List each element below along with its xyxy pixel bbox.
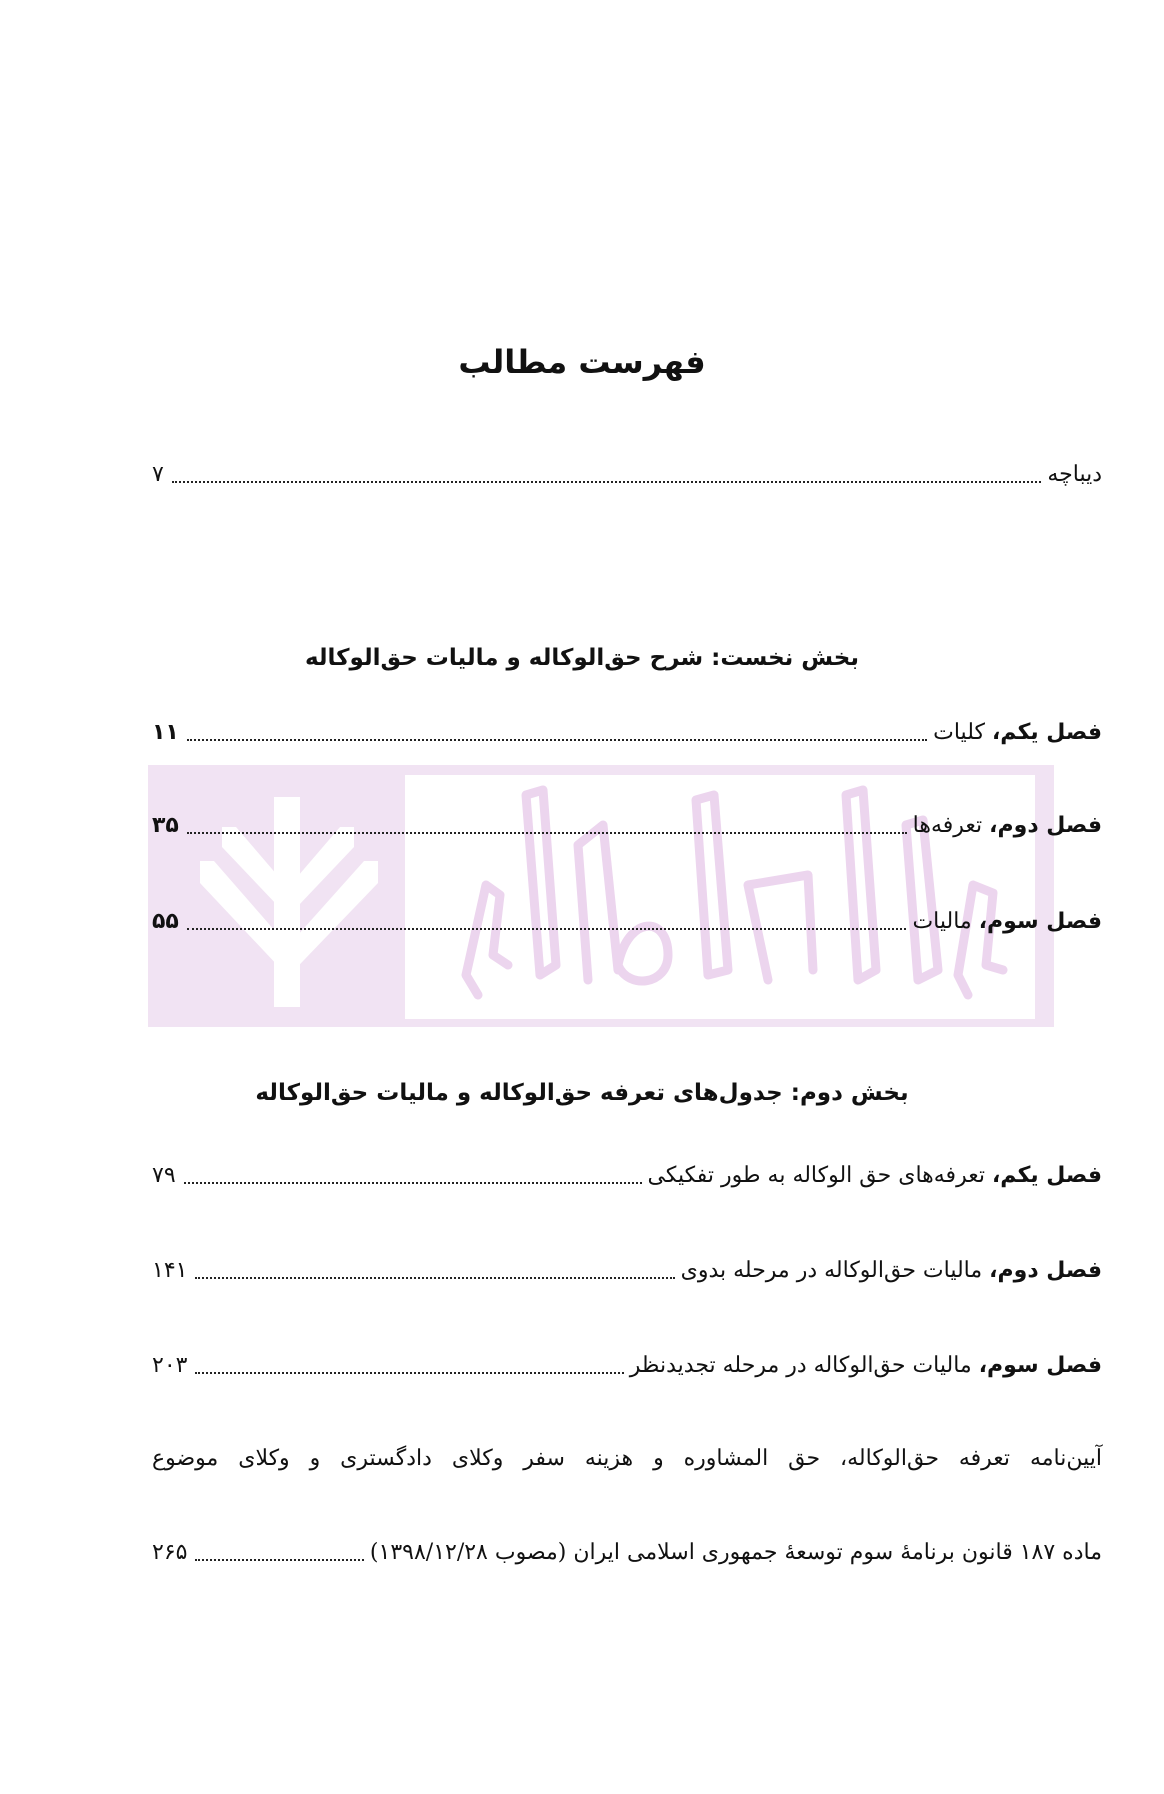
toc-page-number: ۷	[152, 462, 164, 487]
toc-entry-label	[907, 809, 1102, 843]
page-title: فهرست مطالب	[458, 343, 706, 381]
toc-entry-title: مالیات حق‌الوکاله در مرحله تجدیدنظر	[629, 1353, 972, 1378]
toc-page-number: ۱۱	[152, 720, 179, 745]
part-heading-1: بخش نخست: شرح حق‌الوکاله و مالیات حق‌الوکاله	[304, 645, 860, 671]
toc-entry-title: دیباچه	[1047, 462, 1102, 487]
chapter-number: فصل سوم،	[978, 909, 1102, 934]
toc-entry-part1-ch3[interactable]	[152, 899, 1102, 939]
chapter-number: فصل دوم،	[989, 1258, 1102, 1283]
toc-entry-label	[624, 1349, 1102, 1383]
chapter-number: فصل یکم،	[991, 1163, 1102, 1188]
leader-dots	[195, 1558, 363, 1561]
leader-dots	[195, 1371, 623, 1374]
leader-dots	[187, 738, 927, 741]
toc-page-number: ۱۴۱	[152, 1258, 188, 1283]
toc-entry-appendix-line1[interactable]: آیین‌نامه تعرفه حق‌الوکاله، حق المشاوره و هزینه سفر وکلای دادگستری و وکلای موضوع	[152, 1446, 1102, 1471]
toc-entry-label	[1041, 458, 1102, 492]
toc-entry-title: تعرفه‌ها	[912, 813, 983, 838]
toc-entry-title: مالیات حق‌الوکاله در مرحله بدوی	[680, 1258, 983, 1283]
toc-page-number: ۲۶۵	[152, 1540, 188, 1565]
toc-entry-label	[364, 1536, 1102, 1570]
toc-entry-title: تعرفه‌های حق الوکاله به طور تفکیکی	[647, 1163, 985, 1188]
toc-entry-title: ماده ۱۸۷ قانون برنامهٔ سوم توسعهٔ جمهوری اسلامی ایران (مصوب ۱۳۹۸/۱۲/۲۸)	[369, 1540, 1102, 1565]
toc-entry-title: مالیات	[912, 909, 972, 934]
toc-entry-part2-ch2[interactable]	[152, 1248, 1102, 1288]
leader-dots	[172, 480, 1042, 483]
toc-entry-part1-ch1[interactable]	[152, 710, 1102, 750]
chapter-number: فصل یکم،	[991, 720, 1102, 745]
toc-page-number: ۲۰۳	[152, 1353, 188, 1378]
toc-entry-label	[675, 1254, 1102, 1288]
leader-dots	[187, 831, 907, 834]
toc-entry-label	[906, 905, 1102, 939]
leader-dots	[187, 927, 907, 930]
leader-dots	[184, 1181, 642, 1184]
part-heading-2: بخش دوم: جدول‌های تعرفه حق‌الوکاله و مالیات حق‌الوکاله	[255, 1080, 909, 1106]
toc-entry-label	[642, 1159, 1102, 1193]
toc-entry-appendix-line2[interactable]	[152, 1530, 1102, 1570]
toc-page-number: ۷۹	[152, 1163, 176, 1188]
toc-entry-preface[interactable]	[152, 452, 1102, 492]
toc-entry-part1-ch2[interactable]	[152, 803, 1102, 843]
chapter-number: فصل دوم،	[989, 813, 1102, 838]
toc-entry-title: کلیات	[933, 720, 985, 745]
toc-page-number: ۵۵	[152, 909, 179, 934]
toc-entry-part2-ch1[interactable]	[152, 1153, 1102, 1193]
toc-entry-part2-ch3[interactable]	[152, 1343, 1102, 1383]
toc-entry-label	[927, 716, 1102, 750]
leader-dots	[195, 1276, 674, 1279]
toc-page-number: ۳۵	[152, 813, 179, 838]
chapter-number: فصل سوم،	[978, 1353, 1102, 1378]
